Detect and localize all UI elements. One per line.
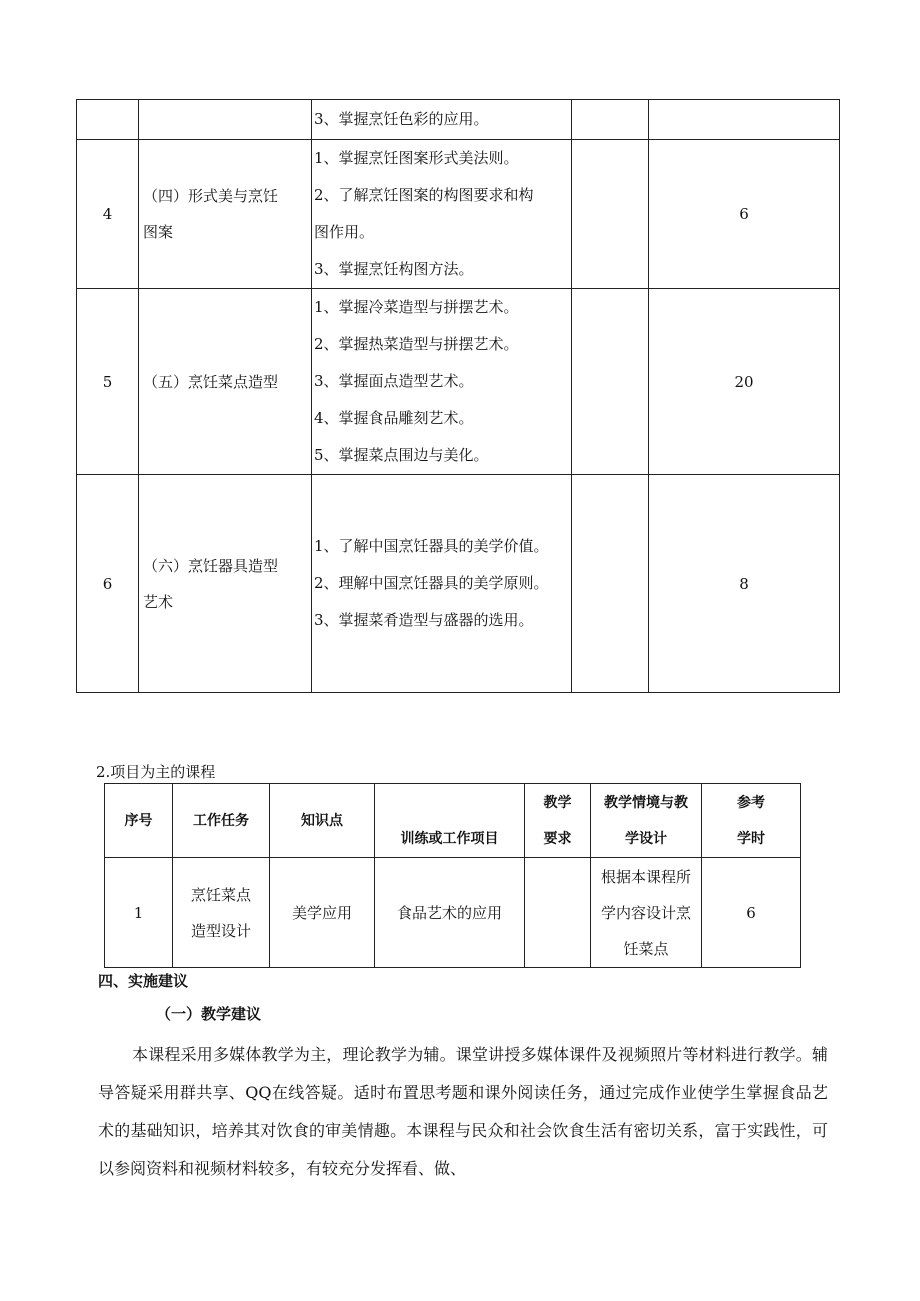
header-project: 训练或工作项目 [375, 784, 525, 858]
header-line: 教学 [543, 794, 572, 811]
header-design [591, 784, 702, 858]
goal-item: 图作用。 [314, 223, 375, 241]
header-line: 教学情境与教 [604, 794, 688, 811]
goal-item: 1、掌握烹饪图案形式美法则。 [314, 149, 519, 167]
body-paragraph: 本课程采用多媒体教学为主，理论教学为辅。课堂讲授多媒体课件及视频照片等材料进行教学。辅导答疑采用群共享、QQ在线答疑。适时布置思考题和课外阅读任务，通过完成作业使学生掌握食品艺术的基础知识，培养其对饮食的审美情趣。本课程与民众和社会饮食生活有密切关系，富于实践性，可以参阅资料和视频材料较多，有较充分发挥看、做、 [98, 1045, 828, 1178]
goal-item: 3、掌握菜肴造型与盛器的选用。 [314, 611, 534, 629]
cell-line: 造型设计 [190, 921, 251, 940]
header-num: 序号 [105, 784, 173, 858]
goal-item: 2、了解烹饪图案的构图要求和构 [314, 186, 534, 204]
cell-req [525, 858, 591, 968]
table-row [77, 100, 840, 140]
cell-line: 烹饪菜点 [190, 885, 251, 904]
row-blank [572, 289, 649, 475]
goal-item: 3、掌握面点造型艺术。 [314, 372, 474, 390]
table-row [77, 140, 840, 289]
row-blank [572, 140, 649, 289]
goal-item: 5、掌握菜点围边与美化。 [314, 446, 489, 464]
subsection-title: （一）教学建议 [156, 1005, 262, 1023]
table-row [77, 289, 840, 475]
row-goals [312, 100, 572, 140]
row-goals [312, 475, 572, 693]
cell-task [173, 858, 270, 968]
header-knowledge: 知识点 [270, 784, 375, 858]
title-line: （四）形式美与烹饪 [143, 187, 279, 205]
outline-table [76, 99, 840, 693]
title-line: （五）烹饪菜点造型 [143, 372, 279, 391]
title-line: （六）烹饪器具造型 [143, 556, 279, 575]
row-hours [649, 100, 840, 140]
cell-line: 根据本课程所 [600, 867, 691, 886]
header-hours [702, 784, 801, 858]
row-hours: 6 [649, 140, 840, 289]
section-title: 四、实施建议 [98, 972, 189, 990]
goal-item: 3、掌握烹饪构图方法。 [314, 260, 474, 278]
goal-item: 1、了解中国烹饪器具的美学价值。 [314, 537, 549, 555]
row-goals [312, 289, 572, 475]
table2-caption: 2.项目为主的课程 [96, 763, 216, 781]
header-line: 要求 [543, 830, 572, 847]
header-line: 学设计 [625, 830, 667, 847]
row-title [139, 140, 312, 289]
cell-project: 食品艺术的应用 [375, 858, 525, 968]
table-row [105, 858, 801, 968]
table-row [77, 475, 840, 693]
row-blank [572, 100, 649, 140]
goal-item: 1、掌握冷菜造型与拼摆艺术。 [314, 298, 519, 316]
row-title [139, 475, 312, 693]
project-table [104, 783, 801, 968]
goal-item: 4、掌握食品雕刻艺术。 [314, 409, 474, 427]
title-line: 艺术 [143, 592, 174, 611]
header-req [525, 784, 591, 858]
header-line: 参考 [737, 794, 765, 811]
row-hours: 8 [649, 475, 840, 693]
goal-item: 2、理解中国烹饪器具的美学原则。 [314, 574, 549, 592]
row-blank [572, 475, 649, 693]
row-index [77, 100, 139, 140]
row-hours: 20 [649, 289, 840, 475]
row-index: 4 [77, 140, 139, 289]
header-line: 学时 [737, 830, 765, 847]
header-task: 工作任务 [173, 784, 270, 858]
table-header-row [105, 784, 801, 858]
cell-num: 1 [105, 858, 173, 968]
title-line: 图案 [143, 223, 174, 241]
cell-line: 饪菜点 [623, 939, 669, 958]
goal-item: 3、掌握烹饪色彩的应用。 [314, 110, 489, 128]
row-index: 6 [77, 475, 139, 693]
row-goals [312, 140, 572, 289]
row-index: 5 [77, 289, 139, 475]
row-title [139, 289, 312, 475]
cell-line: 学内容设计烹 [600, 903, 691, 922]
goal-item: 2、掌握热菜造型与拼摆艺术。 [314, 335, 519, 353]
row-title [139, 100, 312, 140]
cell-knowledge: 美学应用 [270, 858, 375, 968]
cell-hours: 6 [702, 858, 801, 968]
cell-design [591, 858, 702, 968]
